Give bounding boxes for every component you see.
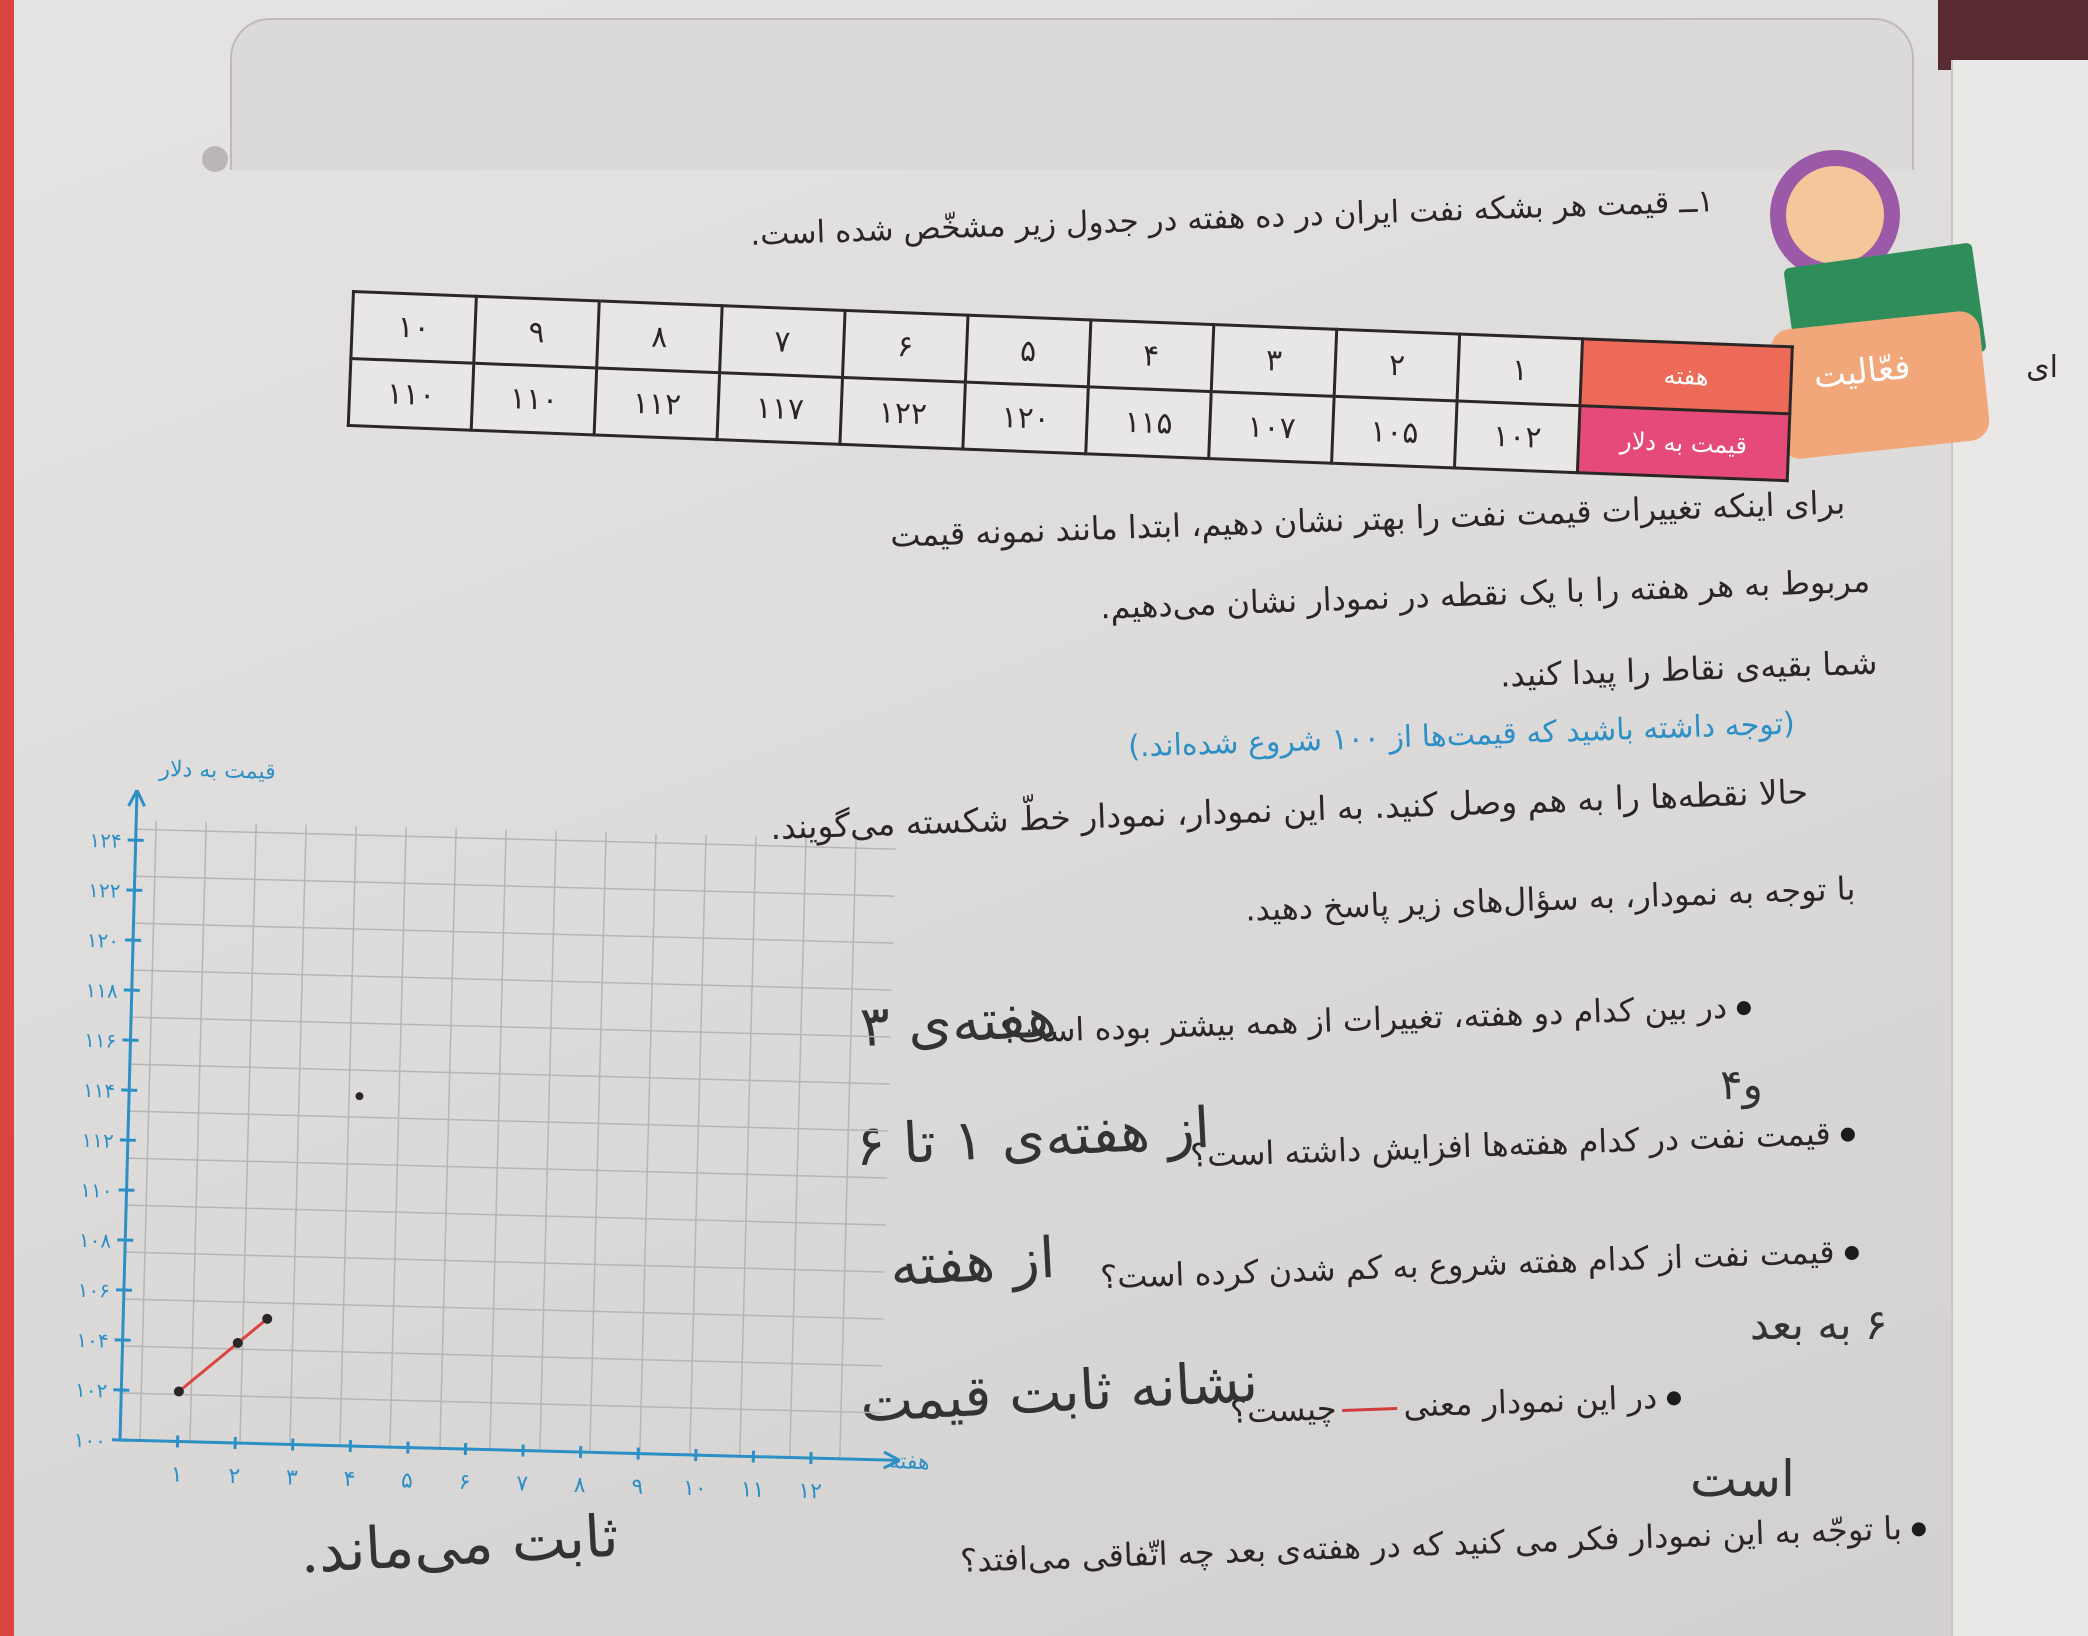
y-tick-label: ۱۰۴ <box>76 1327 109 1353</box>
question-text: با توجّه به این نمودار فکر می کنید که در هفته‌ی بعد چه اتّفاقی می‌افتد؟ <box>959 1508 1903 1580</box>
bullet-icon <box>1840 1127 1854 1141</box>
question-text: در بین کدام دو هفته، تغییرات از همه بیشتر بوده است؟ <box>999 987 1728 1052</box>
y-tick-label: ۱۰۰ <box>73 1427 107 1453</box>
y-tick-label: ۱۱۰ <box>79 1177 113 1203</box>
x-tick-label: ۵ <box>400 1468 414 1494</box>
question-text: قیمت نفت از کدام هفته شروع به کم شدن کرده است؟ <box>1099 1232 1836 1297</box>
instruction-line-5: با توجه به نمودار، به سؤال‌های زیر پاسخ دهید. <box>1244 869 1856 929</box>
grid-line-horizontal <box>129 1111 889 1131</box>
price-cell: ۱۱۵ <box>1086 387 1211 459</box>
grid-line-horizontal <box>122 1346 882 1366</box>
y-tick-label: ۱۱۸ <box>85 977 119 1003</box>
week-cell: ۹ <box>474 296 599 368</box>
x-tick-label: ۲ <box>228 1463 241 1490</box>
week-cell: ۷ <box>720 306 845 378</box>
x-tick-label: ۴ <box>343 1466 356 1493</box>
week-cell: ۴ <box>1088 320 1213 392</box>
grid-line-horizontal <box>135 876 895 896</box>
y-tick-label: ۱۲۲ <box>87 877 121 903</box>
week-cell: ۶ <box>843 310 968 382</box>
y-tick-label: ۱۱۲ <box>81 1127 115 1153</box>
handwritten-answer-1: هفته‌ی ۳ <box>858 984 1059 1061</box>
adjacent-page-text: ای <box>2026 350 2058 385</box>
x-tick-label: ۶ <box>458 1469 471 1496</box>
week-cell: ۵ <box>965 315 1090 387</box>
question-text: قیمت نفت در کدام هفته‌ها افزایش داشته است؟ <box>1189 1114 1832 1175</box>
grid-line-horizontal <box>132 970 892 990</box>
x-tick-label: ۱۱ <box>740 1477 765 1503</box>
grid-line-horizontal <box>134 923 894 943</box>
y-tick-label: ۱۲۰ <box>86 927 120 953</box>
question-text: چیست؟ <box>1229 1389 1338 1431</box>
grid-line-horizontal <box>121 1393 881 1413</box>
grid-line-horizontal <box>125 1252 885 1272</box>
page-header-band <box>230 18 1914 170</box>
x-axis <box>120 1440 900 1460</box>
week-cell: ۳ <box>1211 325 1336 397</box>
grid-line-horizontal <box>126 1205 886 1225</box>
week-cell: ۱ <box>1457 334 1582 406</box>
activity-badge-label: فعّالیت <box>1811 346 1913 397</box>
handwritten-answer-4b: است <box>1690 1450 1795 1508</box>
activity-badge <box>1769 309 1991 460</box>
y-tick-label: ۱۰۲ <box>74 1377 108 1403</box>
question-text: در این نمودار معنی <box>1402 1377 1658 1425</box>
price-cell: ۱۲۲ <box>840 377 965 449</box>
grid-line-horizontal <box>124 1299 884 1319</box>
handwritten-answer-1b: و۴ <box>1720 1060 1763 1109</box>
bullet-icon <box>1667 1391 1681 1405</box>
y-tick-label: ۱۲۴ <box>89 827 122 853</box>
bullet-icon <box>1912 1522 1926 1536</box>
x-tick-label: ۱۰ <box>682 1475 708 1502</box>
x-tick-label: ۹ <box>631 1474 644 1500</box>
y-axis <box>120 790 137 1440</box>
red-edge <box>0 0 14 1636</box>
x-tick-label: ۱ <box>170 1462 183 1488</box>
bullet-icon <box>1844 1246 1858 1260</box>
x-axis-label: هفته <box>888 1449 931 1476</box>
price-cell: ۱۰۲ <box>1454 401 1579 473</box>
question-1-text: ۱ــ قیمت هر بشکه نفت ایران در ده هفته در جدول زیر مشخّص شده است. <box>749 183 1715 253</box>
instruction-line-2: مربوط به هر هفته را با یک نقطه در نمودار نشان می‌دهیم. <box>1099 561 1871 627</box>
price-cell: ۱۱۰ <box>471 363 596 435</box>
y-tick-label: ۱۰۸ <box>78 1227 112 1253</box>
handwritten-answer-3: از هفته <box>888 1225 1057 1300</box>
handwritten-answer-2: از هفته‌ی ۱ تا ۶ <box>853 1095 1212 1180</box>
week-cell: ۲ <box>1334 329 1459 401</box>
price-cell: ۱۰۷ <box>1209 392 1334 464</box>
week-header: هفته <box>1580 339 1792 414</box>
y-tick-label: ۱۱۶ <box>83 1027 117 1053</box>
price-cell: ۱۲۰ <box>963 382 1088 454</box>
grid-line-horizontal <box>130 1064 890 1084</box>
x-tick-label: ۷ <box>515 1471 529 1497</box>
question-item-5 <box>960 1508 1927 1580</box>
grid-line-horizontal <box>127 1158 887 1178</box>
bullet-icon <box>1737 1001 1751 1015</box>
price-cell: ۱۰۵ <box>1332 396 1457 468</box>
grid-line-horizontal <box>136 829 896 849</box>
instruction-line-4: حالا نقطه‌ها را به هم وصل کنید. به این نمودار، نمودار خطّ شکسته می‌گویند. <box>769 771 1809 848</box>
question-item-1 <box>1000 987 1752 1051</box>
instruction-line-3: شما بقیه‌ی نقاط را پیدا کنید. <box>1499 643 1878 695</box>
price-cell: ۱۱۷ <box>717 373 842 445</box>
handwritten-answer-3b: ۶ به بعد <box>1750 1300 1888 1349</box>
question-item-2 <box>1190 1113 1856 1174</box>
x-tick-label: ۱۲ <box>797 1478 823 1505</box>
week-cell: ۱۰ <box>351 292 476 364</box>
broken-line-chart <box>40 756 931 1520</box>
y-tick-label: ۱۱۴ <box>82 1077 116 1103</box>
grid-line-horizontal <box>131 1017 891 1037</box>
y-axis-label: قیمت به دلار <box>159 756 277 785</box>
handwritten-answer-4: نشانه ثابت قیمت <box>858 1349 1260 1436</box>
handwritten-answer-5: ثابت می‌ماند. <box>298 1501 621 1587</box>
header-dot <box>202 146 228 172</box>
x-tick-label: ۳ <box>285 1465 299 1491</box>
red-line-sample <box>1342 1407 1397 1412</box>
price-table <box>347 290 1794 482</box>
price-header: قیمت به دلار <box>1577 406 1789 481</box>
instruction-line-1: برای اینکه تغییرات قیمت نفت را بهتر نشان دهیم، ابتدا مانند نمونه قیمت <box>889 483 1846 555</box>
stray-point <box>355 1092 363 1100</box>
week-cell: ۸ <box>597 301 722 373</box>
price-cell: ۱۱۰ <box>348 359 473 431</box>
x-tick-label: ۸ <box>573 1472 587 1499</box>
question-item-3 <box>1100 1232 1860 1296</box>
y-tick-label: ۱۰۶ <box>77 1277 111 1303</box>
question-item-4 <box>1229 1377 1681 1431</box>
price-cell: ۱۱۲ <box>594 368 719 440</box>
instruction-note: (توجه داشته باشید که قیمت‌ها از ۱۰۰ شروع شده‌اند.) <box>1127 706 1796 765</box>
